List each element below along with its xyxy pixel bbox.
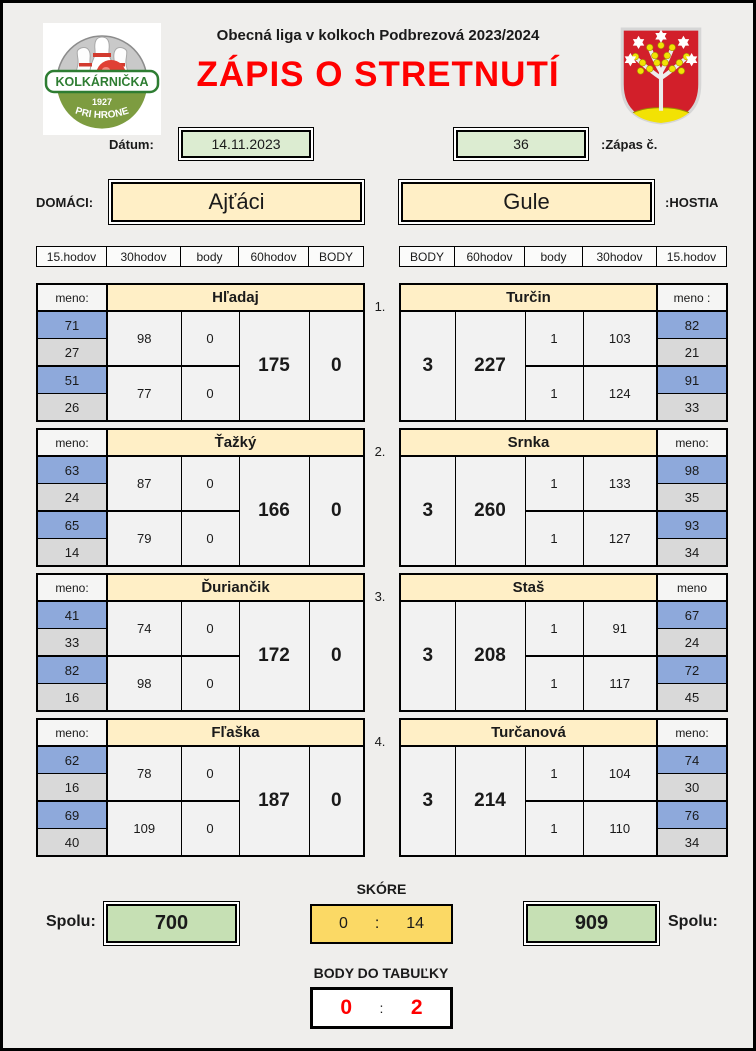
home-player-table-4 bbox=[36, 718, 365, 857]
score-box[interactable] bbox=[310, 904, 453, 944]
throw-cell[interactable]: 63 bbox=[37, 456, 107, 484]
body-cell[interactable]: 0 bbox=[181, 366, 239, 421]
throw-cell[interactable]: 14 bbox=[37, 539, 107, 567]
body-cell[interactable]: 1 bbox=[525, 601, 583, 656]
body-cell[interactable]: 0 bbox=[181, 601, 239, 656]
home-player-name[interactable]: Fľaška bbox=[107, 719, 364, 746]
h30-cell[interactable]: 98 bbox=[107, 311, 181, 366]
score-home-value[interactable]: 0 bbox=[338, 915, 348, 932]
points-cell[interactable]: 3 bbox=[400, 456, 455, 566]
throw-cell[interactable]: 27 bbox=[37, 339, 107, 367]
body-cell[interactable]: 1 bbox=[525, 511, 583, 566]
throw-cell[interactable]: 91 bbox=[657, 366, 727, 394]
points-cell[interactable]: 0 bbox=[309, 601, 364, 711]
h30-cell[interactable]: 109 bbox=[107, 801, 181, 856]
table-points-home[interactable]: 0 bbox=[340, 996, 353, 1019]
village-crest bbox=[616, 25, 706, 125]
meno-label: meno : bbox=[657, 284, 727, 311]
points-cell[interactable]: 3 bbox=[400, 601, 455, 711]
date-field[interactable] bbox=[178, 127, 314, 161]
meno-label: meno bbox=[657, 574, 727, 601]
throw-cell[interactable]: 45 bbox=[657, 684, 727, 712]
throw-cell[interactable]: 35 bbox=[657, 484, 727, 512]
meno-label: meno: bbox=[37, 574, 107, 601]
meno-label: meno: bbox=[657, 429, 727, 456]
away-total-value: 909 bbox=[526, 904, 657, 943]
h30-cell[interactable]: 77 bbox=[107, 366, 181, 421]
away-team-field[interactable] bbox=[398, 179, 655, 225]
throw-cell[interactable]: 93 bbox=[657, 511, 727, 539]
table-points-colon: : bbox=[379, 1000, 384, 1016]
match-number-field[interactable] bbox=[453, 127, 589, 161]
throw-cell[interactable]: 71 bbox=[37, 311, 107, 339]
match-number-1: 1. bbox=[374, 299, 386, 314]
throw-cell[interactable]: 74 bbox=[657, 746, 727, 774]
club-year-text: 1927 bbox=[91, 97, 113, 107]
h30-cell[interactable]: 91 bbox=[583, 601, 657, 656]
total60-cell[interactable]: 187 bbox=[239, 746, 309, 856]
total60-cell[interactable]: 214 bbox=[455, 746, 525, 856]
home-total-field[interactable] bbox=[103, 901, 240, 946]
home-player-table-1 bbox=[36, 283, 365, 422]
away-player-name[interactable]: Srnka bbox=[400, 429, 657, 456]
h30-cell[interactable]: 124 bbox=[583, 366, 657, 421]
club-logo bbox=[43, 23, 161, 135]
throw-cell[interactable]: 21 bbox=[657, 339, 727, 367]
points-cell[interactable]: 0 bbox=[309, 311, 364, 421]
throw-cell[interactable]: 72 bbox=[657, 656, 727, 684]
throw-cell[interactable]: 82 bbox=[37, 656, 107, 684]
throw-cell[interactable]: 24 bbox=[657, 629, 727, 657]
throw-cell[interactable]: 82 bbox=[657, 311, 727, 339]
body-cell[interactable]: 0 bbox=[181, 746, 239, 801]
club-subtitle-text: PRI HRONE bbox=[73, 105, 131, 122]
league-title: Obecná liga v kolkoch Podbrezová 2023/2024 bbox=[216, 27, 540, 44]
table-points-box[interactable] bbox=[310, 987, 453, 1029]
throw-cell[interactable]: 67 bbox=[657, 601, 727, 629]
throw-cell[interactable]: 24 bbox=[37, 484, 107, 512]
home-team-label: DOMÁCI: bbox=[36, 195, 94, 210]
body-cell[interactable]: 1 bbox=[525, 366, 583, 421]
bowling-club-logo-icon bbox=[43, 23, 161, 135]
table-points-away[interactable]: 2 bbox=[410, 996, 423, 1019]
away-player-name[interactable]: Turčin bbox=[400, 284, 657, 311]
throw-cell[interactable]: 65 bbox=[37, 511, 107, 539]
coat-of-arms-icon bbox=[616, 25, 706, 125]
h30-cell[interactable]: 103 bbox=[583, 311, 657, 366]
h30-cell[interactable]: 74 bbox=[107, 601, 181, 656]
col-body: body bbox=[181, 247, 239, 267]
match-number-2: 2. bbox=[374, 444, 386, 459]
h30-cell[interactable]: 117 bbox=[583, 656, 657, 711]
body-cell[interactable]: 1 bbox=[525, 456, 583, 511]
h30-cell[interactable]: 78 bbox=[107, 746, 181, 801]
score-away-value[interactable]: 14 bbox=[406, 915, 425, 932]
h30-cell[interactable]: 98 bbox=[107, 656, 181, 711]
body-cell[interactable]: 0 bbox=[181, 656, 239, 711]
match-number-3: 3. bbox=[374, 589, 386, 604]
col-30hodov: 30hodov bbox=[107, 247, 181, 267]
score-label: SKÓRE bbox=[356, 881, 407, 897]
throw-cell[interactable]: 98 bbox=[657, 456, 727, 484]
throw-cell[interactable]: 30 bbox=[657, 774, 727, 802]
away-total-label: Spolu: bbox=[668, 913, 718, 930]
match-number-4: 4. bbox=[374, 734, 386, 749]
home-player-name[interactable]: Ďuriančik bbox=[107, 574, 364, 601]
h30-cell[interactable]: 79 bbox=[107, 511, 181, 566]
page-title: ZÁPIS O STRETNUTÍ bbox=[196, 55, 560, 94]
away-player-table-2 bbox=[399, 428, 728, 567]
club-name-text: KOLKÁRNIČKA bbox=[55, 75, 149, 89]
meno-label: meno: bbox=[37, 284, 107, 311]
away-team-label: :HOSTIA bbox=[665, 195, 719, 210]
points-cell[interactable]: 3 bbox=[400, 311, 455, 421]
home-player-name[interactable]: Hľadaj bbox=[107, 284, 364, 311]
home-player-table-3 bbox=[36, 573, 365, 712]
points-cell[interactable]: 3 bbox=[400, 746, 455, 856]
throw-cell[interactable]: 40 bbox=[37, 829, 107, 857]
col-BODY: BODY bbox=[400, 247, 455, 267]
meno-label: meno: bbox=[657, 719, 727, 746]
total60-cell[interactable]: 166 bbox=[239, 456, 309, 566]
away-player-table-1 bbox=[399, 283, 728, 422]
home-total-label: Spolu: bbox=[46, 913, 96, 930]
home-columns-header bbox=[36, 246, 364, 267]
throw-cell[interactable]: 16 bbox=[37, 684, 107, 712]
h30-cell[interactable]: 104 bbox=[583, 746, 657, 801]
throw-cell[interactable]: 69 bbox=[37, 801, 107, 829]
away-total-field[interactable] bbox=[523, 901, 660, 946]
col-60hodov: 60hodov bbox=[239, 247, 309, 267]
h30-cell[interactable]: 127 bbox=[583, 511, 657, 566]
col-BODY: BODY bbox=[309, 247, 364, 267]
away-player-name[interactable]: Staš bbox=[400, 574, 657, 601]
match-number-value: 36 bbox=[456, 130, 586, 158]
home-player-table-2 bbox=[36, 428, 365, 567]
total60-cell[interactable]: 227 bbox=[455, 311, 525, 421]
score-colon: : bbox=[374, 915, 380, 932]
meno-label: meno: bbox=[37, 719, 107, 746]
total60-cell[interactable]: 208 bbox=[455, 601, 525, 711]
home-player-name[interactable]: Ťažký bbox=[107, 429, 364, 456]
points-cell[interactable]: 0 bbox=[309, 746, 364, 856]
away-team-name: Gule bbox=[401, 182, 652, 222]
away-player-table-4 bbox=[399, 718, 728, 857]
body-cell[interactable]: 0 bbox=[181, 456, 239, 511]
meno-label: meno: bbox=[37, 429, 107, 456]
total60-cell[interactable]: 260 bbox=[455, 456, 525, 566]
col-15hodov: 15.hodov bbox=[657, 247, 727, 267]
date-value: 14.11.2023 bbox=[181, 130, 311, 158]
body-cell[interactable]: 0 bbox=[181, 511, 239, 566]
points-cell[interactable]: 0 bbox=[309, 456, 364, 566]
throw-cell[interactable]: 41 bbox=[37, 601, 107, 629]
home-team-field[interactable] bbox=[108, 179, 365, 225]
throw-cell[interactable]: 76 bbox=[657, 801, 727, 829]
col-30hodov: 30hodov bbox=[583, 247, 657, 267]
throw-cell[interactable]: 26 bbox=[37, 394, 107, 422]
h30-cell[interactable]: 87 bbox=[107, 456, 181, 511]
date-label: Dátum: bbox=[109, 137, 154, 152]
h30-cell[interactable]: 133 bbox=[583, 456, 657, 511]
throw-cell[interactable]: 33 bbox=[37, 629, 107, 657]
home-team-name: Ajťáci bbox=[111, 182, 362, 222]
match-number-label: :Zápas č. bbox=[601, 137, 658, 152]
body-cell[interactable]: 0 bbox=[181, 801, 239, 856]
throw-cell[interactable]: 51 bbox=[37, 366, 107, 394]
throw-cell[interactable]: 33 bbox=[657, 394, 727, 422]
home-total-value: 700 bbox=[106, 904, 237, 943]
throw-cell[interactable]: 34 bbox=[657, 539, 727, 567]
body-cell[interactable]: 1 bbox=[525, 746, 583, 801]
throw-cell[interactable]: 34 bbox=[657, 829, 727, 857]
body-cell[interactable]: 1 bbox=[525, 311, 583, 366]
throw-cell[interactable]: 16 bbox=[37, 774, 107, 802]
throw-cell[interactable]: 62 bbox=[37, 746, 107, 774]
body-cell[interactable]: 1 bbox=[525, 656, 583, 711]
table-points-label: BODY DO TABUĽKY bbox=[313, 965, 449, 981]
col-body: body bbox=[525, 247, 583, 267]
h30-cell[interactable]: 110 bbox=[583, 801, 657, 856]
away-columns-header bbox=[399, 246, 727, 267]
away-player-table-3 bbox=[399, 573, 728, 712]
col-15hodov: 15.hodov bbox=[37, 247, 107, 267]
total60-cell[interactable]: 172 bbox=[239, 601, 309, 711]
away-player-name[interactable]: Turčanová bbox=[400, 719, 657, 746]
body-cell[interactable]: 1 bbox=[525, 801, 583, 856]
col-60hodov: 60hodov bbox=[455, 247, 525, 267]
total60-cell[interactable]: 175 bbox=[239, 311, 309, 421]
body-cell[interactable]: 0 bbox=[181, 311, 239, 366]
